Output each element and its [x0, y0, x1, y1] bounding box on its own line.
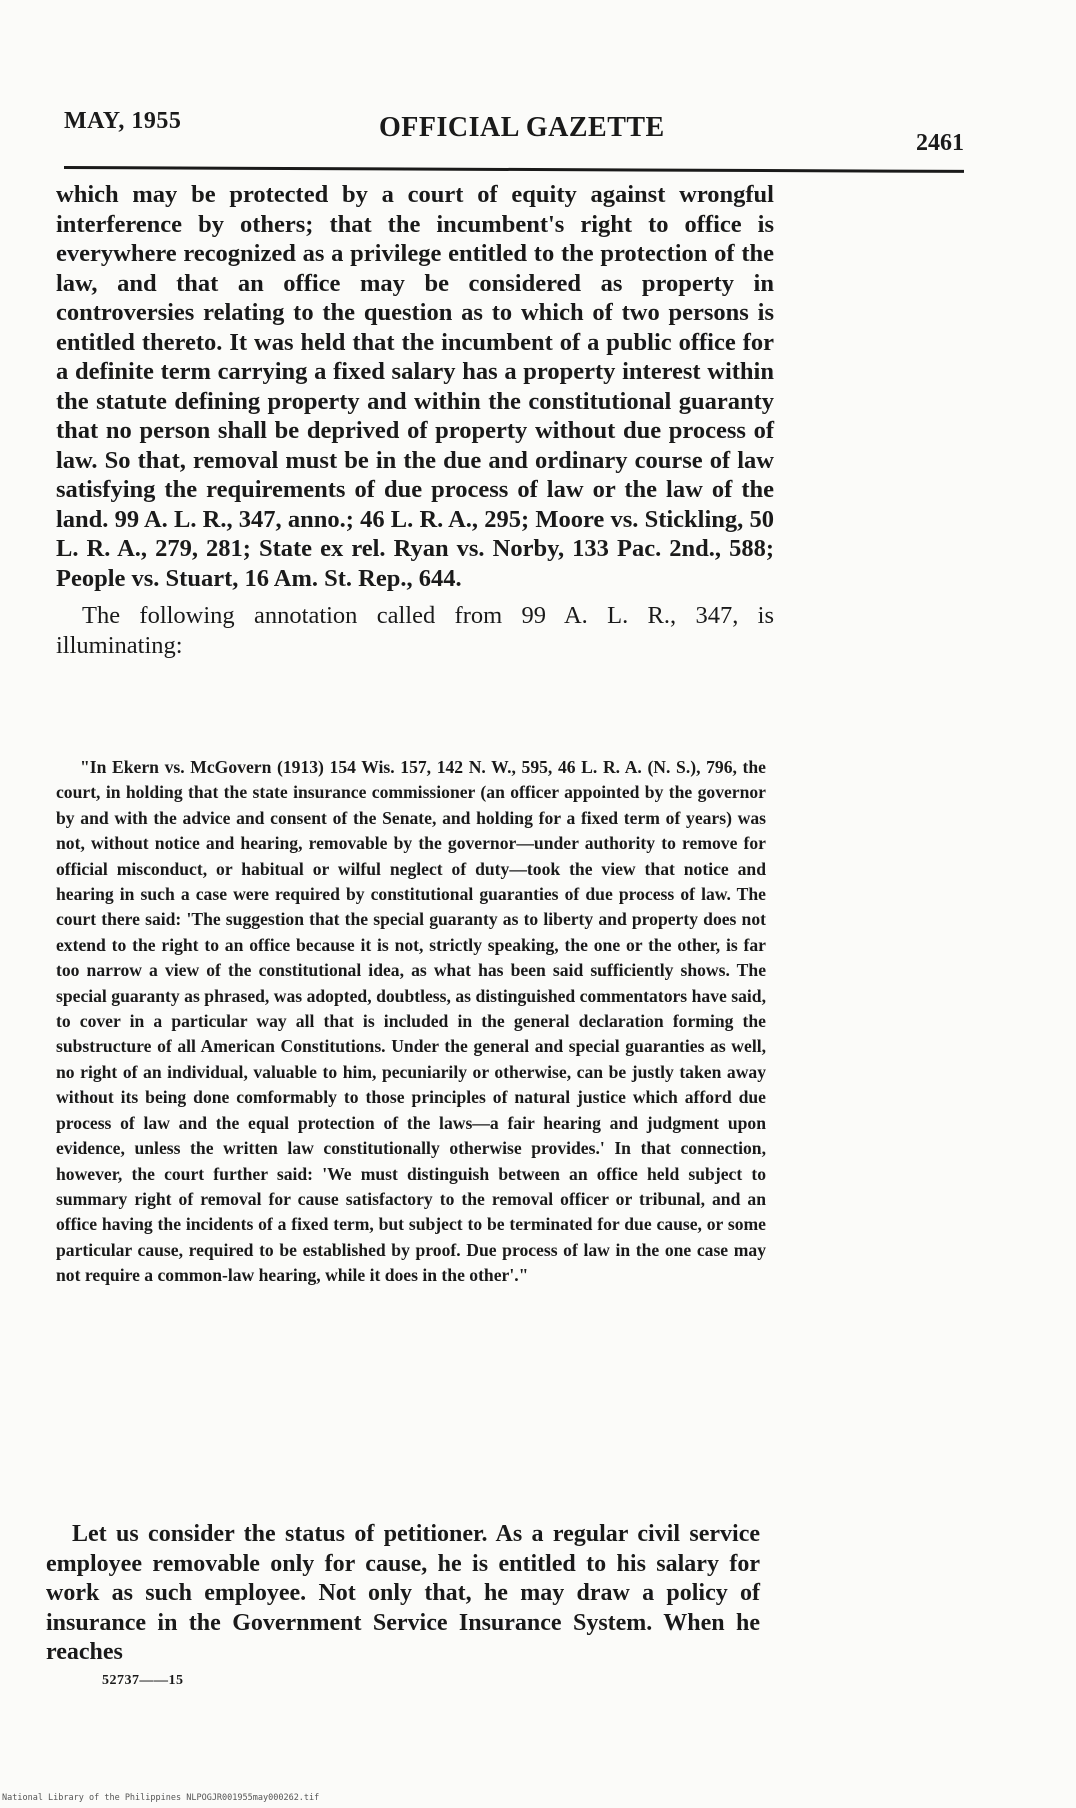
main-text-block [56, 180, 774, 660]
header-date: MAY, 1955 [64, 108, 182, 134]
header-title: OFFICIAL GAZETTE [379, 112, 665, 143]
header-page-number: 2461 [916, 130, 964, 156]
printer-imprint: 52737——15 [102, 1673, 184, 1688]
page-header [64, 104, 964, 156]
annotation-intro-paragraph: The following annotation called from 99 A. L. R., 347, is illuminating: [56, 602, 774, 659]
header-rule [64, 166, 964, 173]
continuation-paragraph: which may be protected by a court of equity against wrongful interference by others; that the incumbent's right to office is everywhere recognized as a privilege entitled to the protection of the law, and that an office may be considered as property in controversies relating to the question as to which of two persons is entitled thereto. It was held that the incumbent of a public office for a definite term carrying a fixed salary has a property interest within the statute defining property and within the constitutional guaranty that no person shall be deprived of property without due process of law. So that, removal must be in the due and ordinary course of law satisfying the requirements of due process of law or the law of the land. 99 A. L. R., 347, anno.; 46 L. R. A., 295; Moore vs. Stickling, 50 L. R. A., 279, 281; State ex rel. Ryan vs. Norby, 133 Pac. 2nd., 588; People vs. Stuart, 16 Am. St. Rep., 644. [56, 181, 774, 592]
final-paragraph: Let us consider the status of petitioner. As a regular civil service employee removable only for cause, he is entitled to his salary for work as such employee. Not only that, he may draw a policy of insurance in the Government Service Insurance System. When he reaches [46, 1521, 760, 1665]
annotation-quotation: "In Ekern vs. McGovern (1913) 154 Wis. 157, 142 N. W., 595, 46 L. R. A. (N. S.), 796, the court, in holding that the state insurance commissioner (an officer appointed by the governor by and with the advice and consent of the Senate, and holding for a fixed term of years) was not, without notice and hearing, removable by the governor—under authority to remove for official misconduct, or habitual or wilful neglect of duty—took the view that notice and hearing in such a case were required by constitutional guaranties of due process of law. The court there said: 'The suggestion that the special guaranty as to liberty and property does not extend to the right to an office because it is not, strictly speaking, the one or the other, is far too narrow a view of the constitutional idea, as what has been said sufficiently shows. The special guaranty as phrased, was adopted, doubtless, as distinguished commentators have said, to cover in a particular way all that is included in the general declaration forming the substructure of all American Constitutions. Under the general and special guaranties as well, no right of an individual, valuable to him, pecuniarily or otherwise, can be justly taken away without its being done comformably to those principles of natural justice which afford due process of law and the equal protection of the laws—a fair hearing and judgment upon evidence, unless the written law constitutionally otherwise provides.' In that connection, however, the court further said: 'We must distinguish between an office held subject to summary right of removal for cause satisfactory to the removal officer or tribunal, and an office having the incidents of a fixed term, but subject to be terminated for due cause, or some particular cause, required to be established by proof. Due process of law in the one case may not require a common-law hearing, while it does in the other'." [56, 757, 766, 1286]
scan-credit: National Library of the Philippines NLPOGJR001955may000262.tif [2, 1793, 320, 1803]
